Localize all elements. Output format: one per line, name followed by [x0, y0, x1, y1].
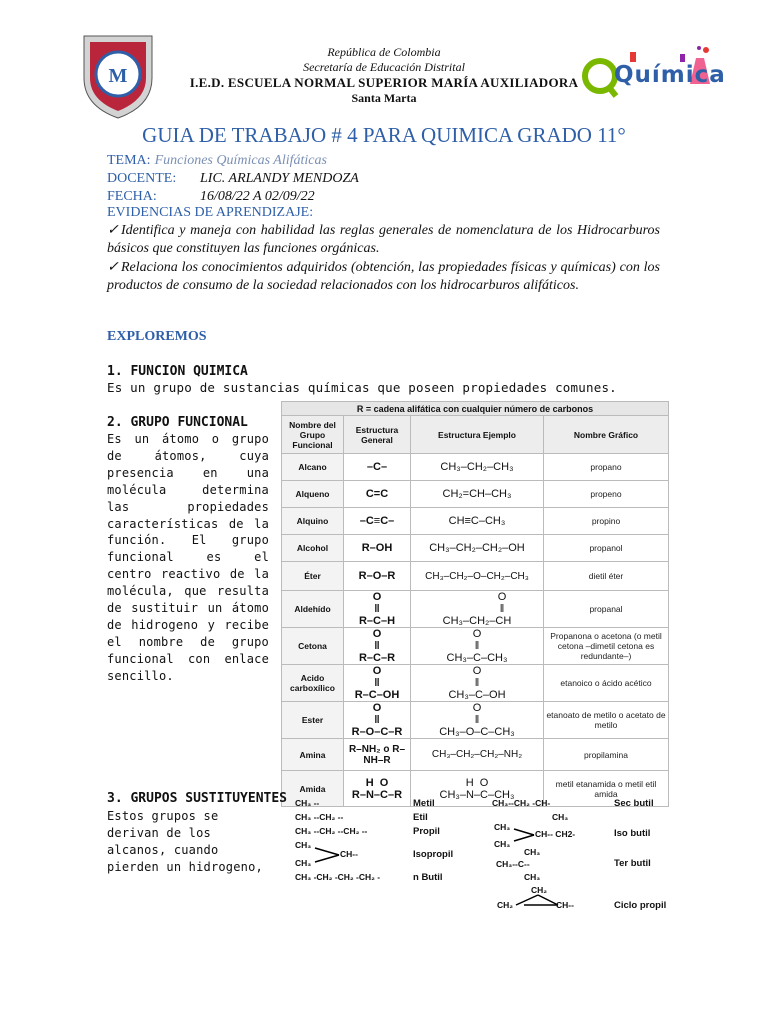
check-icon: ✓	[107, 223, 119, 238]
amide-top: H O	[365, 776, 389, 789]
table-row	[282, 591, 669, 628]
group-graphic: propilamina	[544, 739, 669, 771]
substituent-name: Sec butil	[614, 798, 654, 809]
substituent-formula: CH₃ --CH₂ --	[295, 812, 344, 822]
sec3-text: Estos grupos se derivan de los alcanos, cuando pierden un hidrogeno,	[107, 809, 263, 874]
substituent-name: Etil	[413, 812, 428, 823]
group-example: CH≡C–CH₃	[411, 508, 544, 535]
group-example	[411, 591, 544, 628]
group-example	[411, 702, 544, 739]
tema-value: Funciones Químicas Alifáticas	[154, 153, 327, 168]
table-row	[282, 481, 669, 508]
evidencia-item	[107, 222, 660, 258]
carbonyl-o: O ‖	[372, 628, 382, 652]
table-row	[282, 628, 669, 665]
group-name: Acido carboxílico	[282, 665, 344, 702]
example-formula: CH₃–CH₂–CH	[442, 615, 512, 627]
carbonyl-o: O ‖	[472, 628, 482, 652]
table-row	[282, 739, 669, 771]
carbonyl-o: O ‖	[372, 591, 382, 615]
group-graphic: etanoato de metilo o acetato de metilo	[544, 702, 669, 739]
group-example: CH₃–CH₂–CH₂–NH₂	[411, 739, 544, 771]
terbutyl-ch3-top: CH₃	[524, 847, 541, 857]
sec2-text: Es un átomo o grupo de átomos, cuya presencia en una molécula determina las propiedades características de la función. El grupo funcional es el centro reactivo de la molécula, que resulta de sustituir un átomo de hidrogeno y recibe el nombre de grupo funcional con enlace sencillo.	[107, 432, 269, 683]
group-graphic: propano	[544, 454, 669, 481]
substituent-formula: CH₃ --	[295, 798, 320, 808]
group-example: CH₃–CH₂–O–CH₂–CH₃	[411, 562, 544, 591]
quimica-logo	[578, 44, 724, 106]
group-general: C=C	[344, 481, 411, 508]
group-name: Alcano	[282, 454, 344, 481]
header-school: I.E.D. ESCUELA NORMAL SUPERIOR MARÍA AUXILIADORA	[189, 75, 579, 90]
group-general	[344, 665, 411, 702]
cyclopropyl-ch2-bottom: CH₂	[497, 900, 514, 910]
group-general: R–OH	[344, 535, 411, 562]
table-header: Estructura General	[344, 416, 411, 454]
group-name: Alqueno	[282, 481, 344, 508]
isopropyl-ch3-bottom: CH₃	[295, 858, 312, 868]
table-row	[282, 562, 669, 591]
substituent-formula: CH--	[556, 900, 574, 910]
group-name: Alquino	[282, 508, 344, 535]
functional-groups-table	[281, 401, 669, 807]
substituent-name: Ciclo propil	[614, 900, 667, 911]
group-graphic: etanoico o ácido acético	[544, 665, 669, 702]
fecha-row	[107, 187, 315, 205]
page-title: GUIA DE TRABAJO # 4 PARA QUIMICA GRADO 11°	[142, 123, 626, 147]
terbutyl-ch3-bottom: CH₃	[524, 872, 541, 882]
group-example: CH₃–CH₂–CH₃	[411, 454, 544, 481]
group-name: Ester	[282, 702, 344, 739]
group-name: Amida	[282, 771, 344, 807]
carbonyl-o: O ‖	[497, 591, 507, 615]
group-example	[411, 665, 544, 702]
carbonyl-o: O ‖	[372, 702, 382, 726]
sec3-heading: 3. GRUPOS SUSTITUYENTES	[107, 791, 288, 806]
docente-label: DOCENTE:	[107, 171, 177, 186]
table-header: Nombre Gráfico	[544, 416, 669, 454]
carbonyl-o: O ‖	[372, 665, 382, 689]
header-secretary: Secretaría de Educación Distrital	[303, 60, 465, 74]
group-general: –C≡C–	[344, 508, 411, 535]
substituent-name: Isopropil	[413, 849, 454, 860]
general-formula: R–N–C–R	[351, 788, 403, 801]
group-general	[344, 628, 411, 665]
header-city: Santa Marta	[351, 91, 417, 105]
group-graphic: propanal	[544, 591, 669, 628]
general-formula: R–C–OH	[354, 689, 400, 701]
tema-label: TEMA:	[107, 153, 151, 168]
group-name: Éter	[282, 562, 344, 591]
evidencia-text: Identifica y maneja con habilidad las reglas generales de nomenclatura de los Hidrocarburos básicos que constituyen las funciones orgánicas.	[107, 223, 660, 256]
fecha-value: 16/08/22 A 02/09/22	[200, 189, 315, 204]
general-formula: R–O–C–R	[351, 726, 403, 738]
group-graphic: Propanona o acetona (o metil cetona –dimetil cetona es redundante–)	[544, 628, 669, 665]
group-general: R–NH₂ o R–NH–R	[344, 739, 411, 771]
example-formula: CH₃–C–CH₃	[446, 652, 508, 664]
table-row	[282, 771, 669, 807]
general-formula: R–C–H	[358, 615, 396, 627]
group-graphic: propeno	[544, 481, 669, 508]
substituent-formula: CH₃--CH₂ -CH-	[492, 798, 551, 808]
carbonyl-o: O ‖	[472, 702, 482, 726]
quimica-logo-text: Química	[614, 62, 726, 88]
amide-top: H O	[465, 776, 489, 789]
example-formula: CH₃–O–C–CH₃	[439, 726, 515, 738]
substituent-formula: CH₃ -CH₂ -CH₂ -CH₂ -	[295, 872, 381, 882]
table-row	[282, 508, 669, 535]
example-formula: CH₃–C–OH	[448, 689, 506, 701]
docente-row	[107, 169, 359, 187]
group-general	[344, 702, 411, 739]
header-republic: República de Colombia	[327, 45, 441, 59]
sec1-text: Es un grupo de sustancias químicas que poseen propiedades comunes.	[107, 380, 617, 395]
isopropyl-ch3-top: CH₃	[295, 840, 312, 850]
group-example: CH₂=CH–CH₃	[411, 481, 544, 508]
general-formula: R–C–R	[358, 652, 396, 664]
evidencias-label: EVIDENCIAS DE APRENDIZAJE:	[107, 205, 314, 220]
exploremos-heading: EXPLOREMOS	[107, 329, 207, 344]
substituent-formula: CH₃ --CH₂ --CH₂ --	[295, 826, 368, 836]
substituent-name: Ter butil	[614, 858, 651, 869]
carbonyl-o: O ‖	[472, 665, 482, 689]
group-name: Amina	[282, 739, 344, 771]
table-row	[282, 535, 669, 562]
group-graphic: propanol	[544, 535, 669, 562]
group-general	[344, 591, 411, 628]
group-example: CH₃–CH₂–CH₂–OH	[411, 535, 544, 562]
sec-butyl-ch3: CH₃	[552, 812, 569, 822]
isopropyl-branch	[313, 846, 341, 864]
substituent-formula: CH--	[340, 849, 358, 859]
substituent-name: Propil	[413, 826, 440, 837]
cyclopropyl-ch2-top: CH₂	[531, 885, 548, 895]
group-general	[344, 771, 411, 807]
group-general: R–O–R	[344, 562, 411, 591]
tema-row	[107, 151, 327, 169]
group-general: –C–	[344, 454, 411, 481]
substituent-formula: CH-- CH2-	[535, 829, 576, 839]
evidencia-item	[107, 259, 660, 295]
svg-text:M: M	[108, 65, 128, 87]
substituent-name: Iso butil	[614, 828, 651, 839]
docente-value: LIC. ARLANDY MENDOZA	[200, 171, 359, 186]
table-header: Nombre del Grupo Funcional	[282, 416, 344, 454]
substituent-formula: CH₃--C--	[496, 859, 530, 869]
table-row	[282, 454, 669, 481]
isobutyl-branch	[512, 827, 536, 843]
group-name: Alcohol	[282, 535, 344, 562]
isobutyl-ch3-top: CH₃	[494, 822, 511, 832]
group-graphic: propino	[544, 508, 669, 535]
fecha-label: FECHA:	[107, 189, 157, 204]
table-header: Estructura Ejemplo	[411, 416, 544, 454]
table-caption: R = cadena alifática con cualquier número de carbonos	[282, 402, 669, 416]
group-name: Aldehído	[282, 591, 344, 628]
example-formula: CH₃–N–C–CH₃	[439, 788, 515, 801]
substituent-name: Metil	[413, 798, 435, 809]
group-example	[411, 628, 544, 665]
table-row	[282, 702, 669, 739]
evidencia-text: Relaciona los conocimientos adquiridos (obtención, las propiedades físicas y químicas) con los productos de consumo de la sociedad relacionados con los hidrocarburos alifáticos.	[107, 260, 660, 293]
check-icon: ✓	[107, 260, 119, 275]
isobutyl-ch3-bottom: CH₃	[494, 839, 511, 849]
group-graphic: metil etanamida o metil etil amida	[544, 771, 669, 807]
substituent-name: n Butil	[413, 872, 443, 883]
group-graphic: dietil éter	[544, 562, 669, 591]
table-row	[282, 665, 669, 702]
sec1-heading: 1. FUNCION QUIMICA	[107, 364, 248, 379]
group-name: Cetona	[282, 628, 344, 665]
sec2-heading: 2. GRUPO FUNCIONAL	[107, 415, 248, 430]
